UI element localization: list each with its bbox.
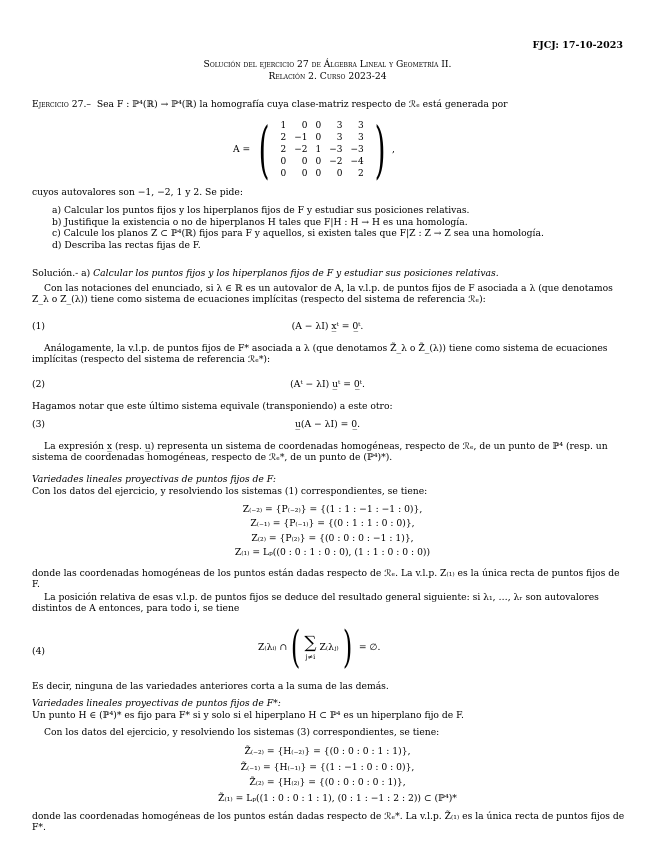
right-paren: ) [374,113,386,186]
eq2-number: (2) [32,379,46,390]
list-item: d) Describa las rectas fijas de F. [52,239,201,251]
matrix-cell: 0 [301,121,308,131]
fixed-point-line: Z₍₋₁₎ = {P₍₋₁₎} = {(0 : 1 : 1 : 0 : 0)}, [250,518,415,530]
matrix-row [276,144,367,156]
matrix-cell: 2 [280,133,287,143]
left-paren: ( [258,113,270,186]
list-item: c) Calcule los planos Z ⊂ ℙ⁴(ℝ) fijos para F y aquellos, si existen tales que F|Z : Z → Z sea una homología. [52,228,544,240]
fixed-hyperplane-line: Z̃₍₂₎ = {H₍₂₎} = {(0 : 0 : 0 : 0 : 1)}, [249,777,406,788]
matrix-cell: 0 [301,157,308,167]
fixed-hyperplane-line: Z̃₍₋₂₎ = {H₍₋₂₎} = {(0 : 0 : 0 : 1 : 1)}, [244,746,411,757]
eigenvalues-text: cuyos autovalores son −1, −2, 1 y 2. Se pide: [32,187,243,198]
matrix-cell: −2 [294,145,308,155]
sigma-symbol: ∑ [304,632,317,653]
fixed-point-line: Z₍₋₂₎ = {P₍₋₂₎} = {(1 : 1 : −1 : −1 : 0)}, [242,504,423,515]
paragraph-11: donde las coordenadas homogéneas de los puntos están dadas respecto de ℛₑ*. La v.l.p. Z̃₍₁₎ es la única recta de puntos fijos de F*. [32,811,625,834]
matrix-block [233,113,395,186]
matrix-row [276,120,367,132]
title-line-1: Solución del ejercicio 27 de Álgebra Lineal y Geometría II. [203,59,452,70]
matrix-cell: 3 [358,121,364,131]
fixed-hyperplane-line: Z̃₍₁₎ = Lₚ((1 : 0 : 0 : 1 : 1), (0 : 1 : −1 : 2 : 2)) ⊂ (ℙ⁴)* [218,792,457,804]
subheading-1: Variedades lineales proyectivas de puntos fijos de F: [32,474,276,485]
eq4-left: Z₍λᵢ₎ ∩ [258,642,288,654]
paragraph-3: Hagamos notar que este último sistema equivale (transponiendo) a este otro: [32,401,393,412]
equation-1: (A − λI) x̲ᵗ = 0̲ᵗ. [291,321,364,332]
fixed-hyperplane-line: Z̃₍₋₁₎ = {H₍₋₁₎} = {(1 : −1 : 0 : 0 : 0)}, [240,761,415,773]
matrix-cell: 0 [301,169,308,179]
solution-heading-text: Calcular los puntos fijos y los hiperplanos fijos de F y estudiar sus posiciones relativas. [93,268,499,279]
eq4-right: = ∅. [358,642,381,654]
matrix-cell: 0 [315,157,322,167]
eq4-sum [304,632,317,662]
matrix-cell: 0 [315,121,322,131]
equation-3: u̲(A − λI) = 0̲. [294,419,361,430]
matrix-cell: 0 [315,133,322,143]
subheading-2: Variedades lineales proyectivas de puntos fijos de F*: [32,698,281,709]
exercise-text: Sea F : ℙ⁴(ℝ) → ℙ⁴(ℝ) la homografía cuya clase-matriz respecto de ℛₑ está generada por [96,99,508,110]
matrix-cell: 0 [280,157,287,167]
paragraph-6: donde las coordenadas homogéneas de los puntos están dadas respecto de ℛₑ. La v.l.p. Z₍₁₎ es la única recta de puntos fijos de F. [32,568,620,591]
matrix-cell: 1 [280,121,287,131]
equation-4 [258,624,380,672]
paragraph-9: Un punto H ∈ (ℙ⁴)* es fijo para F* si y solo si el hiperplano H ⊂ ℙ⁴ es un hiperplano fijo de F. [32,710,464,721]
items-list [52,205,632,251]
fixed-point-line: Z₍₂₎ = {P₍₂₎} = {(0 : 0 : 0 : −1 : 1)}, [251,532,414,544]
list-item: b) Justifique la existencia o no de hiperplanos H tales que F|H : H → H es una homología. [52,216,468,228]
eq3-number: (3) [32,419,46,430]
eq4-right-paren: ) [342,622,352,673]
eq4-number: (4) [32,646,46,657]
exercise-statement [32,99,627,110]
eq4-left-paren: ( [291,622,301,673]
solution-label: Solución.- a) [32,268,91,279]
equation-2: (Aᵗ − λI) u̲ᵗ = 0̲ᵗ. [290,379,365,390]
eq1-number: (1) [32,321,46,332]
matrix-cell: −3 [329,145,343,155]
paragraph-7: La posición relativa de esas v.l.p. de puntos fijos se deduce del resultado general siguiente: si λ₁, …, λᵣ son autovalores distintos de A entonces, para todo i, se tiene [32,592,599,615]
paragraph-1: Con las notaciones del enunciado, si λ ∈ ℝ es un autovalor de A, la v.l.p. de puntos fijos de F asociada a λ (que denotamos Z_λ o Z_(λ)) tiene como sistema de ecuaciones implícitas (respecto del sistema de referencia ℛₑ): [32,283,613,306]
paragraph-2: Análogamente, la v.l.p. de puntos fijos de F* asociada a λ (que denotamos Z̃_λ o Z̃_(λ)) tiene como sistema de ecuaciones implícitas (respecto del sistema de referencia ℛₑ*): [32,343,608,366]
matrix-row [276,132,367,144]
matrix-cell: 0 [336,169,343,179]
paragraph-10: Con los datos del ejercicio, y resolviendo los sistemas (3) correspondientes, se tiene: [44,727,440,738]
eq4-term: Z₍λⱼ₎ [319,642,339,654]
matrix-cell: 0 [315,169,322,179]
sum-index: j≠i [305,652,316,661]
title-line-2: Relación 2. Curso 2023-24 [268,71,387,82]
matrix-cell: 3 [336,133,343,143]
matrix-cell: −4 [350,157,364,167]
solution-heading [32,268,627,279]
exercise-label: Ejercicio 27.– [32,99,91,110]
matrix-cell: −3 [350,145,364,155]
fixed-hyperplanes-block [0,744,655,806]
matrix-row [276,156,367,168]
fixed-point-line: Z₍₁₎ = Lₚ((0 : 0 : 1 : 0 : 0), (1 : 1 : 0 : 0 : 0)) [234,546,431,558]
matrix-cell: 2 [358,169,364,179]
matrix-cell: 1 [315,145,322,155]
date-tag: FJCJ: 17-10-2023 [532,40,623,51]
matrix-cell: 3 [358,133,364,143]
paragraph-4: La expresión x̲ (resp. u̲) representa un sistema de coordenadas homogéneas, respecto de ℛₑ, de un punto de ℙ⁴ (resp. un sistema de coordenadas homogéneas, respecto de ℛₑ*, de un punto de (ℙ⁴)*). [32,441,608,464]
matrix-label: A = [233,144,251,156]
paragraph-5: Con los datos del ejercicio, y resolviendo los sistemas (1) correspondientes, se tiene: [32,486,428,497]
matrix-cell: 3 [336,121,343,131]
fixed-points-block [0,503,655,560]
matrix-cell: 2 [280,145,287,155]
matrix-table [276,120,367,180]
matrix-cell: −2 [329,157,343,167]
list-item: a) Calcular los puntos fijos y los hiperplanos fijos de F y estudiar sus posiciones relativas. [52,205,470,216]
matrix-row [276,168,367,180]
matrix-comma: , [391,144,395,156]
matrix-cell: 0 [280,169,287,179]
matrix-cell: −1 [294,133,308,143]
paragraph-8: Es decir, ninguna de las variedades anteriores corta a la suma de las demás. [32,681,389,692]
